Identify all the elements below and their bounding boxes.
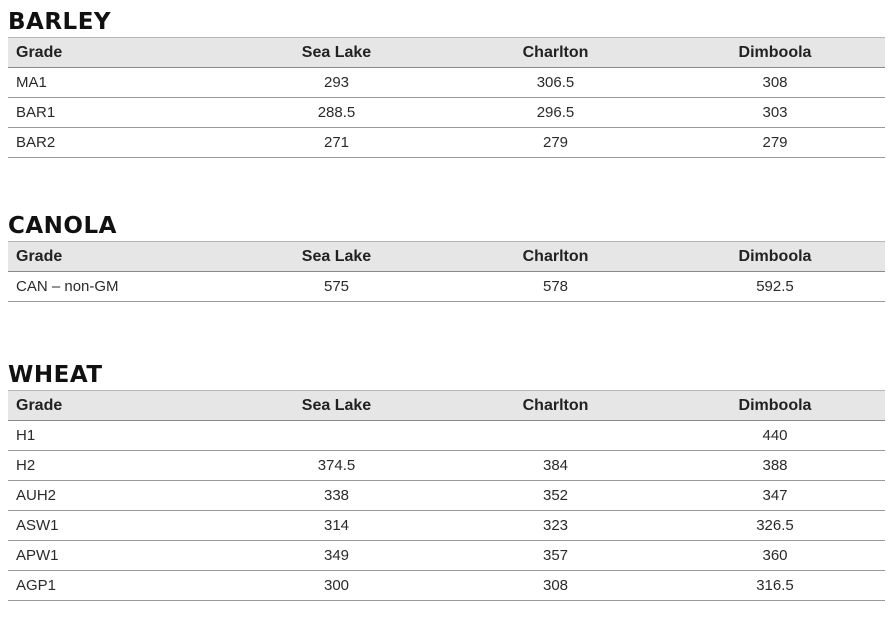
price-cell: 293 xyxy=(227,68,446,98)
column-header-sea-lake: Sea Lake xyxy=(227,242,446,272)
canola-section xyxy=(8,211,885,302)
column-header-charlton: Charlton xyxy=(446,38,665,68)
table-row xyxy=(8,98,885,128)
table-row xyxy=(8,571,885,601)
table-row xyxy=(8,481,885,511)
price-cell: 279 xyxy=(446,128,665,158)
barley-section xyxy=(8,7,885,158)
price-cell: 323 xyxy=(446,511,665,541)
price-cell: 303 xyxy=(665,98,885,128)
canola-table xyxy=(8,241,885,302)
column-header-grade: Grade xyxy=(8,242,227,272)
table-row xyxy=(8,68,885,98)
price-cell: 271 xyxy=(227,128,446,158)
grade-cell: BAR1 xyxy=(8,98,227,128)
wheat-table xyxy=(8,390,885,601)
price-cell: 592.5 xyxy=(665,272,885,302)
grade-cell: AUH2 xyxy=(8,481,227,511)
grade-cell: APW1 xyxy=(8,541,227,571)
wheat-section xyxy=(8,360,885,601)
price-cell: 296.5 xyxy=(446,98,665,128)
table-row xyxy=(8,511,885,541)
column-header-dimboola: Dimboola xyxy=(665,242,885,272)
price-cell: 316.5 xyxy=(665,571,885,601)
table-header-row xyxy=(8,391,885,421)
price-cell: 314 xyxy=(227,511,446,541)
price-cell: 578 xyxy=(446,272,665,302)
section-title: BARLEY xyxy=(8,9,112,35)
grade-cell: MA1 xyxy=(8,68,227,98)
barley-table xyxy=(8,37,885,158)
table-header-row xyxy=(8,38,885,68)
price-cell: 440 xyxy=(665,421,885,451)
grade-cell: CAN – non-GM xyxy=(8,272,227,302)
grade-cell: H2 xyxy=(8,451,227,481)
grade-cell: H1 xyxy=(8,421,227,451)
column-header-charlton: Charlton xyxy=(446,242,665,272)
price-cell: 384 xyxy=(446,451,665,481)
price-cell: 288.5 xyxy=(227,98,446,128)
price-cell: 300 xyxy=(227,571,446,601)
table-header-row xyxy=(8,242,885,272)
table-row xyxy=(8,128,885,158)
column-header-grade: Grade xyxy=(8,391,227,421)
price-cell: 388 xyxy=(665,451,885,481)
price-cell: 360 xyxy=(665,541,885,571)
price-cell xyxy=(227,421,446,451)
price-cell: 347 xyxy=(665,481,885,511)
column-header-sea-lake: Sea Lake xyxy=(227,38,446,68)
column-header-dimboola: Dimboola xyxy=(665,391,885,421)
price-cell: 279 xyxy=(665,128,885,158)
price-cell: 308 xyxy=(446,571,665,601)
table-row xyxy=(8,451,885,481)
price-cell: 338 xyxy=(227,481,446,511)
column-header-sea-lake: Sea Lake xyxy=(227,391,446,421)
price-cell: 308 xyxy=(665,68,885,98)
grade-cell: ASW1 xyxy=(8,511,227,541)
price-cell: 575 xyxy=(227,272,446,302)
price-cell: 352 xyxy=(446,481,665,511)
price-cell xyxy=(446,421,665,451)
table-row xyxy=(8,421,885,451)
column-header-grade: Grade xyxy=(8,38,227,68)
price-cell: 326.5 xyxy=(665,511,885,541)
grade-cell: BAR2 xyxy=(8,128,227,158)
section-title: WHEAT xyxy=(8,362,103,388)
section-title: CANOLA xyxy=(8,213,117,239)
grade-cell: AGP1 xyxy=(8,571,227,601)
table-row xyxy=(8,541,885,571)
column-header-charlton: Charlton xyxy=(446,391,665,421)
price-cell: 357 xyxy=(446,541,665,571)
table-row xyxy=(8,272,885,302)
price-cell: 349 xyxy=(227,541,446,571)
price-cell: 374.5 xyxy=(227,451,446,481)
price-cell: 306.5 xyxy=(446,68,665,98)
column-header-dimboola: Dimboola xyxy=(665,38,885,68)
